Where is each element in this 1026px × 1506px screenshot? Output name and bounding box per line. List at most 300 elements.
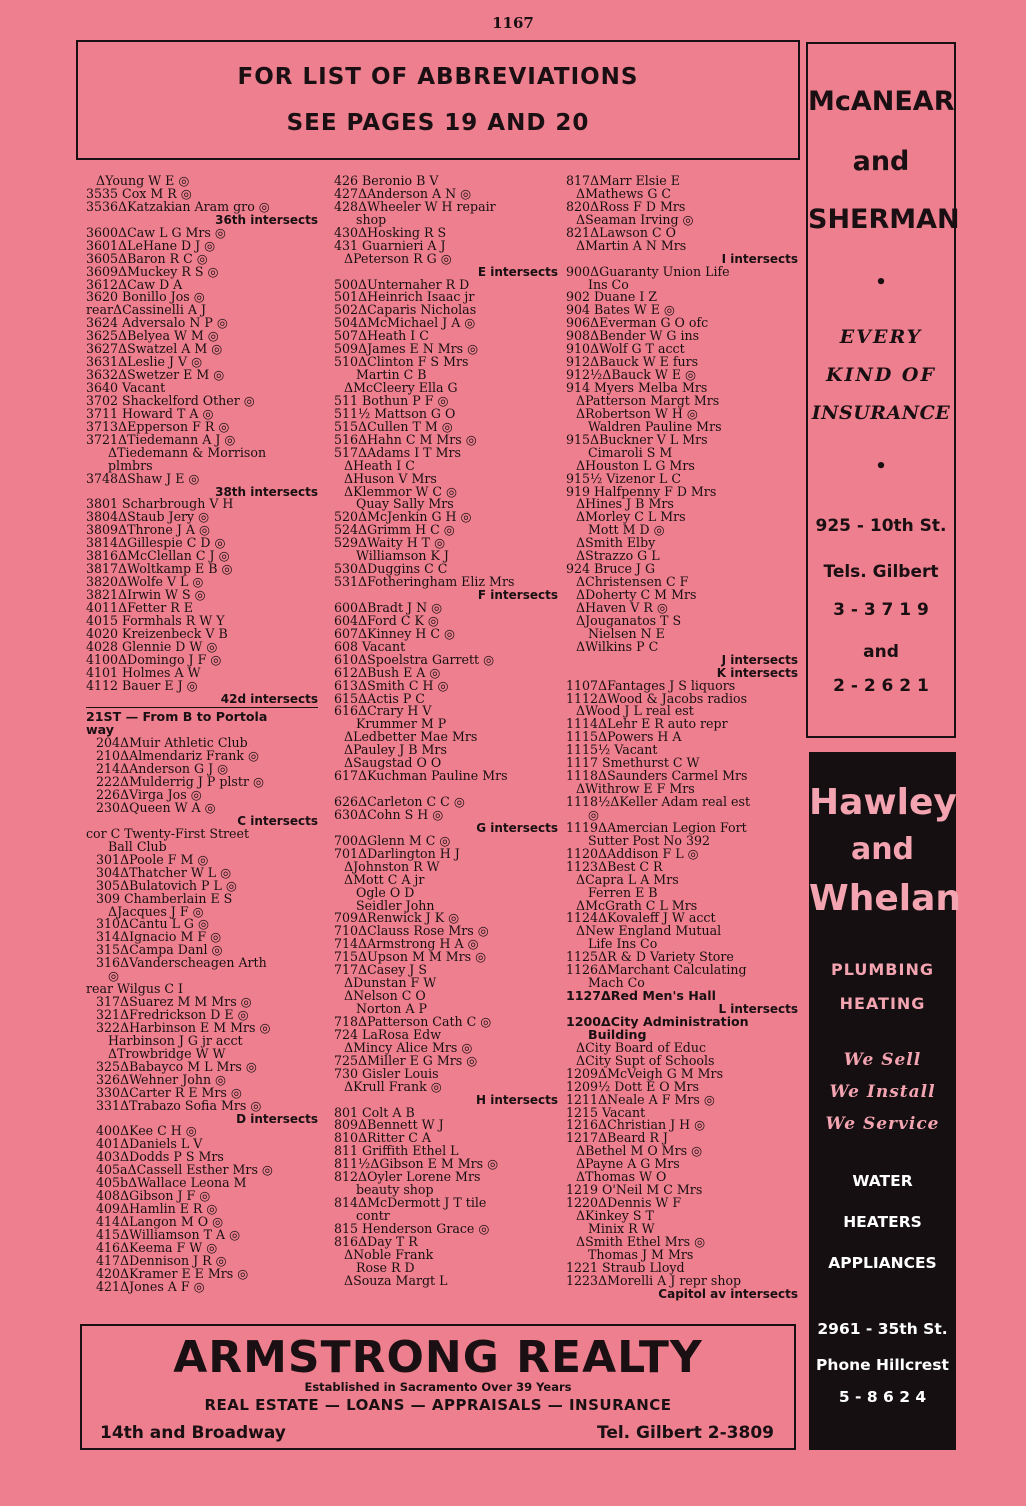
directory-entry: 416ΔKeema F W ◎ xyxy=(96,1239,218,1255)
directory-entry: Ball Club xyxy=(108,838,167,854)
directory-entry: ΔTrowbridge W W xyxy=(108,1045,226,1061)
directory-entry: 530ΔDuggins C C xyxy=(334,561,448,577)
directory-entry: Williamson K J xyxy=(356,548,449,564)
directory-entry: Cimaroli S M xyxy=(588,444,673,460)
directory-entry: 1223ΔMorelli A J repr shop xyxy=(566,1272,742,1288)
directory-entry: 810ΔRitter C A xyxy=(334,1130,431,1146)
ad-firm-name-2: SHERMAN xyxy=(808,204,960,235)
directory-entry: 420ΔKramer E E Mrs ◎ xyxy=(96,1265,249,1281)
directory-entry: ΔSmith Ethel Mrs ◎ xyxy=(576,1233,706,1249)
ad-address: 925 - 10th St. xyxy=(815,516,947,536)
directory-entry: 431 Guarnieri A J xyxy=(334,237,446,253)
directory-entry: 616ΔCrary H V xyxy=(334,703,432,719)
cross-street-heading: E intersects xyxy=(477,264,558,279)
directory-entry: 426 Beronio B V xyxy=(334,173,439,188)
directory-entry: Life Ins Co xyxy=(588,936,658,952)
directory-entry: 504ΔMcMichael J A ◎ xyxy=(334,315,476,331)
directory-entry: 531ΔFotheringham Eliz Mrs xyxy=(334,574,515,590)
directory-entry: 607ΔKinney H C ◎ xyxy=(334,625,455,641)
directory-entry: 3809ΔThrone J A ◎ xyxy=(86,522,210,538)
directory-entry: 3535 Cox M R ◎ xyxy=(86,185,192,201)
directory-entry: 1216ΔChristian J H ◎ xyxy=(566,1117,706,1133)
directory-entry: 902 Duane I Z xyxy=(566,289,658,305)
directory-entry: 1220ΔDennis W F xyxy=(566,1195,682,1211)
directory-entry: ΔMartin A N Mrs xyxy=(576,237,687,253)
directory-entry: 3600ΔCaw L G Mrs ◎ xyxy=(86,224,226,240)
directory-entry: ΔCapra L A Mrs xyxy=(576,871,679,887)
directory-entry: shop xyxy=(356,211,387,227)
ad-tagline-2: KIND OF xyxy=(826,364,936,386)
ad-water: WATER xyxy=(852,1172,913,1190)
directory-entry: 914 Myers Melba Mrs xyxy=(566,380,708,395)
directory-entry: contr xyxy=(356,1208,390,1223)
directory-entry: ΔMott C A jr xyxy=(344,871,425,887)
directory-entry: ΔStrazzo G L xyxy=(576,548,660,564)
directory-entry: 4112 Bauer E J ◎ xyxy=(86,677,198,693)
directory-entry: 3801 Scharbrough V H xyxy=(86,496,234,512)
directory-entry: Ins Co xyxy=(588,276,629,292)
ad-phone-label: Phone Hillcrest xyxy=(816,1356,949,1374)
directory-entry: 3821ΔIrwin W S ◎ xyxy=(86,587,206,602)
directory-entry: 1123ΔBest C R xyxy=(566,858,663,874)
directory-entry: 1209½ Dott E O Mrs xyxy=(566,1078,699,1094)
directory-entry: 321ΔFredrickson D E ◎ xyxy=(96,1007,249,1022)
directory-entry: 730 Gisler Louis xyxy=(334,1065,439,1081)
directory-entry: ΔKlemmor W C ◎ xyxy=(344,483,458,499)
directory-entry: ΔLedbetter Mae Mrs xyxy=(344,729,478,745)
directory-entry: 626ΔCarleton C C ◎ xyxy=(334,794,465,809)
directory-entry: rearΔCassinelli A J xyxy=(86,302,206,318)
directory-entry: 427ΔAnderson A N ◎ xyxy=(334,185,472,201)
cross-street-heading: K intersects xyxy=(716,665,798,680)
directory-entry: 511 Bothun P F ◎ xyxy=(334,392,449,408)
directory-entry: ◎ xyxy=(108,968,119,984)
directory-entry: 610ΔSpoelstra Garrett ◎ xyxy=(334,651,495,667)
street-heading: 21ST — From B to Portola xyxy=(86,709,268,725)
directory-entry: Waldren Pauline Mrs xyxy=(588,418,722,434)
directory-entry: 1124ΔKovaleff J W acct xyxy=(566,910,716,926)
directory-entry: 617ΔKuchman Pauline Mrs xyxy=(334,768,508,784)
directory-entry: 210ΔAlmendariz Frank ◎ xyxy=(96,748,260,764)
directory-entry: ΔDunstan F W xyxy=(344,975,437,991)
directory-entry: 3816ΔMcClellan C J ◎ xyxy=(86,548,230,564)
directory-entry: 915½ Vizenor L C xyxy=(566,470,681,486)
ad-firm-and: and xyxy=(852,146,910,177)
directory-entry: ΔHouston L G Mrs xyxy=(576,457,695,473)
directory-entry: ΔSeaman Irving ◎ xyxy=(576,211,694,227)
cross-street-heading: C intersects xyxy=(237,813,318,828)
street-heading: way xyxy=(86,722,114,738)
directory-entry: ΔDoherty C M Mrs xyxy=(576,587,697,602)
directory-entry: 714ΔArmstrong H A ◎ xyxy=(334,936,479,952)
abbreviations-line-1: FOR LIST OF ABBREVIATIONS xyxy=(237,64,639,90)
ad-services: REAL ESTATE — LOANS — APPRAISALS — INSURANCE xyxy=(204,1396,672,1414)
directory-entry: 820ΔRoss F D Mrs xyxy=(566,198,686,214)
directory-entry: ΔChristensen C F xyxy=(576,574,689,590)
directory-entry: Sutter Post No 392 xyxy=(588,832,711,848)
directory-entry: 600ΔBradt J N ◎ xyxy=(334,599,443,615)
directory-entry: 1115ΔPowers H A xyxy=(566,729,682,745)
directory-entry: Nielsen N E xyxy=(588,625,665,641)
directory-entry: 3601ΔLeHane D J ◎ xyxy=(86,237,216,253)
directory-entry: 322ΔHarbinson E M Mrs ◎ xyxy=(96,1019,271,1035)
directory-entry: 204ΔMuir Athletic Club xyxy=(96,735,248,751)
directory-entry: Mach Co xyxy=(588,975,645,991)
directory-entry: 1120ΔAddison F L ◎ xyxy=(566,845,699,861)
directory-entry: ΔThomas W O xyxy=(576,1169,667,1185)
ad-heating: HEATING xyxy=(839,994,926,1013)
directory-entry: 1127ΔRed Men's Hall xyxy=(566,988,716,1004)
directory-entry: 325ΔBabayco M L Mrs ◎ xyxy=(96,1058,257,1074)
mcanear-sherman-ad xyxy=(806,42,960,738)
directory-entry: 330ΔCarter R E Mrs ◎ xyxy=(96,1084,242,1100)
directory-entry: 816ΔDay T R xyxy=(334,1233,418,1249)
directory-entry: 1125ΔR & D Variety Store xyxy=(566,949,734,965)
directory-entry: 428ΔWheeler W H repair xyxy=(334,198,496,214)
directory-entry: 3624 Adversalo N P ◎ xyxy=(86,315,228,331)
directory-entry: ΔHuson V Mrs xyxy=(344,470,437,486)
cross-street-heading: D intersects xyxy=(236,1111,318,1126)
ad-title: ARMSTRONG REALTY xyxy=(173,1332,703,1383)
directory-entry: 1219 O'Neil M C Mrs xyxy=(566,1182,703,1198)
directory-entry: 4015 Formhals R W Y xyxy=(86,612,225,628)
directory-entry: 403ΔDodds P S Mrs xyxy=(96,1149,224,1165)
directory-entry: ΔCity Supt of Schools xyxy=(576,1052,715,1068)
directory-entry: ΔSaugstad O O xyxy=(344,755,442,771)
directory-entry: 1126ΔMarchant Calculating xyxy=(566,962,747,978)
directory-entry: ΔKinkey S T xyxy=(576,1208,654,1223)
ad-appliances: APPLIANCES xyxy=(828,1254,937,1272)
directory-entry: plmbrs xyxy=(108,457,153,473)
ad-tagline-3: INSURANCE xyxy=(811,402,951,424)
directory-entry: ΔNoble Frank xyxy=(344,1246,434,1262)
directory-entry: ΔRobertson W H ◎ xyxy=(576,405,698,421)
cross-street-heading: Capitol av intersects xyxy=(658,1286,798,1301)
cross-street-heading: 36th intersects xyxy=(215,212,318,227)
directory-entry: 226ΔVirga Jos ◎ xyxy=(96,787,202,803)
directory-entry: 310ΔCantu L G ◎ xyxy=(96,916,209,932)
directory-entry: 1211ΔNeale A F Mrs ◎ xyxy=(566,1091,715,1107)
directory-entry: 1118ΔSaunders Carmel Mrs xyxy=(566,768,748,784)
directory-entry: ◎ xyxy=(588,806,599,822)
bullet-icon: • xyxy=(875,272,887,293)
directory-entry: 214ΔAnderson G J ◎ xyxy=(96,761,229,777)
directory-entry: ΔWithrow E F Mrs xyxy=(576,781,695,797)
cross-street-heading: H intersects xyxy=(476,1092,558,1107)
ad-phone-2: 2 - 2 6 2 1 xyxy=(833,676,929,696)
directory-entry: 4100ΔDomingo J F ◎ xyxy=(86,651,222,667)
directory-entry: 900ΔGuaranty Union Life xyxy=(566,263,730,279)
directory-entry: 3817ΔWoltkamp E B ◎ xyxy=(86,561,233,577)
directory-entry: 3814ΔGillespie C D ◎ xyxy=(86,535,226,551)
directory-entry: 717ΔCasey J S xyxy=(334,962,427,978)
cross-street-heading: 38th intersects xyxy=(215,484,318,499)
directory-entry: 3702 Shackelford Other ◎ xyxy=(86,392,255,408)
directory-entry: ΔJohnston R W xyxy=(344,858,440,874)
ad-heaters: HEATERS xyxy=(843,1213,922,1231)
directory-entry: 604ΔFord C K ◎ xyxy=(334,612,439,628)
directory-entry: 613ΔSmith C H ◎ xyxy=(334,677,449,693)
directory-entry: 304ΔThatcher W L ◎ xyxy=(96,864,232,880)
cross-street-heading: J intersects xyxy=(721,652,798,667)
directory-entry: rear Wilgus C I xyxy=(86,981,184,997)
directory-entry: 524ΔGrimm H C ◎ xyxy=(334,522,455,538)
abbreviations-notice xyxy=(76,40,800,160)
directory-entry: 924 Bruce J G xyxy=(566,561,656,577)
directory-entry: Martin C B xyxy=(356,367,427,383)
directory-entry: Rose R D xyxy=(356,1259,415,1275)
directory-entry: 417ΔDennison J R ◎ xyxy=(96,1252,227,1268)
directory-entry: 801 Colt A B xyxy=(334,1104,415,1120)
directory-entry: 608 Vacant xyxy=(334,638,406,654)
directory-entry: Mott M D ◎ xyxy=(588,522,665,538)
ad-tagline-1: EVERY xyxy=(839,326,923,348)
cross-street-heading: I intersects xyxy=(721,251,798,266)
directory-entry: 3820ΔWolfe V L ◎ xyxy=(86,574,204,590)
directory-entry: ΔWilkins P C xyxy=(576,638,659,654)
ad-tels-label: Tels. Gilbert xyxy=(823,562,939,582)
directory-entry: 509ΔJames E N Mrs ◎ xyxy=(334,341,479,357)
directory-entry: ΔMcCleery Ella G xyxy=(344,380,458,395)
directory-entry: 314ΔIgnacio M F ◎ xyxy=(96,929,222,945)
directory-entry: Minix R W xyxy=(588,1220,655,1236)
directory-entry: 430ΔHosking R S xyxy=(334,224,447,240)
ad-firm-name-1: McANEAR xyxy=(808,86,955,117)
directory-entry: 401ΔDaniels L V xyxy=(96,1136,203,1152)
directory-entry: Krummer M P xyxy=(356,716,447,732)
directory-entry: 718ΔPatterson Cath C ◎ xyxy=(334,1013,492,1029)
directory-entry: ΔHaven V R ◎ xyxy=(576,599,668,615)
directory-entry: 301ΔPoole F M ◎ xyxy=(96,851,209,867)
directory-entry: 409ΔHamlin E R ◎ xyxy=(96,1201,218,1217)
directory-entry: 3620 Bonillo Jos ◎ xyxy=(86,289,205,305)
cross-street-heading: G intersects xyxy=(476,820,558,835)
directory-entry: 919 Halfpenny F D Mrs xyxy=(566,483,717,499)
directory-column-3 xyxy=(566,175,798,1301)
directory-entry: 821ΔLawson C O xyxy=(566,224,676,240)
directory-entry: Harbinson J G jr acct xyxy=(108,1032,243,1048)
directory-entry: ΔMincy Alice Mrs ◎ xyxy=(344,1039,473,1055)
directory-entry: 1112ΔWood & Jacobs radios xyxy=(566,690,748,706)
directory-entry: 811½ΔGibson E M Mrs ◎ xyxy=(334,1156,499,1172)
directory-entry: ΔWood J L real est xyxy=(576,703,694,719)
directory-entry: 612ΔBush E A ◎ xyxy=(334,664,441,680)
directory-entry: 809ΔBennett W J xyxy=(334,1117,444,1133)
cross-street-heading: F intersects xyxy=(477,588,558,602)
directory-entry: 725ΔMiller E G Mrs ◎ xyxy=(334,1052,478,1068)
directory-entry: ΔBethel M O Mrs ◎ xyxy=(576,1143,703,1159)
directory-entry: 4020 Kreizenbeck V B xyxy=(86,625,228,641)
directory-entry: 1115½ Vacant xyxy=(566,742,658,758)
directory-entry: 517ΔAdams I T Mrs xyxy=(334,444,461,460)
directory-entry: 3612ΔCaw D A xyxy=(86,276,183,292)
ad-established: Established in Sacramento Over 39 Years xyxy=(304,1380,572,1394)
directory-entry: 326ΔWehner John ◎ xyxy=(96,1071,227,1087)
directory-entry: 904 Bates W E ◎ xyxy=(566,302,675,318)
ad-phone-and: and xyxy=(863,642,899,662)
directory-entry: 421ΔJones A F ◎ xyxy=(96,1278,205,1294)
directory-entry: ΔYoung W E ◎ xyxy=(96,173,190,188)
directory-entry: 4101 Holmes A W xyxy=(86,664,201,680)
directory-entry: 415ΔWilliamson T A ◎ xyxy=(96,1226,241,1242)
ad-phone-1: 3 - 3 7 1 9 xyxy=(833,600,929,620)
directory-entry: 305ΔBulatovich P L ◎ xyxy=(96,877,237,893)
directory-entry: Quay Sally Mrs xyxy=(356,496,454,512)
directory-entry: 912½ΔBauck W E ◎ xyxy=(566,367,697,383)
directory-entry: 1114ΔLehr E R auto repr xyxy=(566,716,728,732)
directory-entry: 3711 Howard T A ◎ xyxy=(86,405,214,421)
directory-entry: ΔMorley C L Mrs xyxy=(576,509,686,525)
directory-entry: 315ΔCampa Danl ◎ xyxy=(96,942,223,958)
ad-we-sell: We Sell xyxy=(843,1050,922,1070)
directory-entry: 510ΔClinton F S Mrs xyxy=(334,354,469,370)
directory-entry: 4011ΔFetter R E xyxy=(86,599,193,615)
directory-entry: 1118½ΔKeller Adam real est xyxy=(566,794,751,809)
hawley-whelan-ad xyxy=(809,752,962,1450)
directory-entry: 1117 Smethurst C W xyxy=(566,755,700,771)
directory-entry: 3625ΔBelyea W M ◎ xyxy=(86,328,219,344)
directory-entry: 3536ΔKatzakian Aram gro ◎ xyxy=(86,198,270,214)
directory-entry: Ogle O D xyxy=(356,884,415,900)
directory-entry: 1215 Vacant xyxy=(566,1104,646,1120)
directory-entry: ΔHines J B Mrs xyxy=(576,496,674,512)
directory-entry: 500ΔUnternaher R D xyxy=(334,276,470,292)
ad-address: 2961 - 35th St. xyxy=(817,1320,948,1338)
directory-entry: 812ΔOyler Lorene Mrs xyxy=(334,1169,481,1185)
directory-entry: ΔNew England Mutual xyxy=(576,923,722,939)
ad-firm-name-2: Whelan xyxy=(809,878,962,919)
directory-entry: 414ΔLangon M O ◎ xyxy=(96,1214,224,1229)
directory-entry: ΔTiedemann & Morrison xyxy=(108,444,267,460)
directory-entry: 908ΔBender W G ins xyxy=(566,328,700,344)
directory-entry: ΔPeterson R G ◎ xyxy=(344,250,452,266)
directory-entry: ΔPatterson Margt Mrs xyxy=(576,392,720,408)
directory-entry: ΔNelson C O xyxy=(344,988,426,1004)
directory-entry: 811 Griffith Ethel L xyxy=(334,1143,459,1159)
directory-column-1 xyxy=(86,175,318,1294)
directory-entry: 222ΔMulderrig J P plstr ◎ xyxy=(96,774,264,790)
directory-entry: 1119ΔAmercian Legion Fort xyxy=(566,819,747,835)
directory-entry: 1200ΔCity Administration xyxy=(566,1013,749,1029)
page-number: 1167 xyxy=(492,14,534,32)
directory-entry: 511½ Mattson G O xyxy=(334,405,456,421)
directory-entry: Norton A P xyxy=(356,1001,427,1016)
directory-entry: 615ΔActis P C xyxy=(334,690,425,706)
directory-entry: Ferren E B xyxy=(588,884,658,900)
directory-entry: 709ΔRenwick J K ◎ xyxy=(334,910,460,926)
directory-entry: 1217ΔBeard R J xyxy=(566,1130,668,1146)
ad-phone: 5 - 8 6 2 4 xyxy=(838,1388,927,1406)
directory-entry: Building xyxy=(588,1026,647,1042)
ad-firm-and: and xyxy=(850,832,915,867)
directory-entry: 710ΔClauss Rose Mrs ◎ xyxy=(334,923,489,939)
directory-entry: 317ΔSuarez M M Mrs ◎ xyxy=(96,994,252,1010)
directory-entry: 906ΔEverman G O ofc xyxy=(566,315,709,331)
directory-entry: 520ΔMcJenkin G H ◎ xyxy=(334,509,472,525)
ad-we-service: We Service xyxy=(825,1114,940,1134)
directory-entry: 724 LaRosa Edw xyxy=(334,1026,441,1042)
directory-entry: 630ΔCohn S H ◎ xyxy=(334,806,444,822)
directory-entry: 3609ΔMuckey R S ◎ xyxy=(86,263,219,279)
directory-entry: 230ΔQueen W A ◎ xyxy=(96,800,216,815)
ad-plumbing: PLUMBING xyxy=(831,960,934,979)
directory-entry: ΔCity Board of Educ xyxy=(576,1039,707,1055)
directory-entry: 715ΔUpson M M Mrs ◎ xyxy=(334,949,487,965)
directory-entry: 815 Henderson Grace ◎ xyxy=(334,1220,490,1236)
directory-entry: 701ΔDarlington H J xyxy=(334,845,460,861)
directory-entry: 316ΔVanderscheagen Arth xyxy=(96,955,267,971)
section-divider xyxy=(86,707,318,708)
directory-entry: 405bΔWallace Leona M xyxy=(96,1175,247,1191)
directory-column-2 xyxy=(334,175,558,1288)
directory-entry: Thomas J M Mrs xyxy=(588,1246,694,1262)
armstrong-realty-ad xyxy=(80,1324,796,1450)
directory-entry: ΔJouganatos T S xyxy=(576,612,682,628)
ad-address: 14th and Broadway xyxy=(100,1423,286,1443)
directory-entry: ΔSouza Margt L xyxy=(344,1272,448,1288)
ad-we-install: We Install xyxy=(829,1082,936,1102)
directory-entry: ΔMcGrath C L Mrs xyxy=(576,897,698,913)
directory-entry: ΔJacques J F ◎ xyxy=(108,903,204,919)
directory-entry: 1107ΔFantages J S liquors xyxy=(566,677,736,693)
directory-entry: 4028 Glennie D W ◎ xyxy=(86,638,218,654)
directory-entry: 912ΔBauck W E furs xyxy=(566,354,699,370)
directory-entry: ΔHeath I C xyxy=(344,457,415,473)
directory-entry: 1221 Straub Lloyd xyxy=(566,1259,685,1275)
directory-entry: ΔPauley J B Mrs xyxy=(344,742,447,758)
directory-entry: ΔKrull Frank ◎ xyxy=(344,1078,442,1094)
directory-entry: 700ΔGlenn M C ◎ xyxy=(334,832,451,848)
ad-firm-name-1: Hawley xyxy=(809,782,957,823)
ad-telephone: Tel. Gilbert 2-3809 xyxy=(596,1423,774,1443)
bullet-icon: • xyxy=(875,456,887,477)
directory-entry: ΔPayne A G Mrs xyxy=(576,1156,680,1172)
directory-entry: beauty shop xyxy=(356,1182,434,1198)
directory-entry: ΔSmith Elby xyxy=(576,535,656,551)
directory-entry: ΔMathews G C xyxy=(576,185,672,201)
cross-street-heading: 42d intersects xyxy=(220,691,318,706)
abbreviations-line-2: SEE PAGES 19 AND 20 xyxy=(286,110,590,136)
directory-entry: 507ΔHeath I C xyxy=(334,328,429,344)
directory-entry: 3748ΔShaw J E ◎ xyxy=(86,470,200,486)
directory-entry: 405aΔCassell Esther Mrs ◎ xyxy=(96,1162,273,1178)
directory-entry: 408ΔGibson J F ◎ xyxy=(96,1188,211,1204)
directory-entry: 3721ΔTiedemann A J ◎ xyxy=(86,431,236,447)
directory-entry: 814ΔMcDermott J T tile xyxy=(334,1195,487,1211)
directory-entry: 515ΔCullen T M ◎ xyxy=(334,418,453,434)
directory-entry: cor C Twenty-First Street xyxy=(86,825,250,841)
directory-entry: 3804ΔStaub Jery ◎ xyxy=(86,509,210,525)
directory-entry: 309 Chamberlain E S xyxy=(96,890,233,906)
directory-entry: 400ΔKee C H ◎ xyxy=(96,1123,197,1139)
directory-entry: 516ΔHahn C M Mrs ◎ xyxy=(334,431,477,447)
directory-entry: 501ΔHeinrich Isaac jr xyxy=(334,289,475,305)
directory-entry: 817ΔMarr Elsie E xyxy=(566,173,680,188)
directory-entry: 3713ΔEpperson F R ◎ xyxy=(86,418,230,434)
directory-entry: 910ΔWolf G T acct xyxy=(566,341,685,357)
directory-entry: 3632ΔSwetzer E M ◎ xyxy=(86,367,225,383)
directory-entry: 529ΔWaity H T ◎ xyxy=(334,535,446,551)
directory-entry: 915ΔBuckner V L Mrs xyxy=(566,431,708,447)
directory-entry: 3631ΔLeslie J V ◎ xyxy=(86,354,203,370)
directory-entry: 3627ΔSwatzel A M ◎ xyxy=(86,341,223,357)
directory-entry: 3640 Vacant xyxy=(86,380,166,395)
directory-entry: 3605ΔBaron R C ◎ xyxy=(86,250,208,266)
directory-entry: Seidler John xyxy=(356,897,435,913)
cross-street-heading: L intersects xyxy=(718,1002,798,1016)
directory-entry: 502ΔCaparis Nicholas xyxy=(334,302,477,318)
directory-entry: 331ΔTrabazo Sofia Mrs ◎ xyxy=(96,1097,262,1113)
